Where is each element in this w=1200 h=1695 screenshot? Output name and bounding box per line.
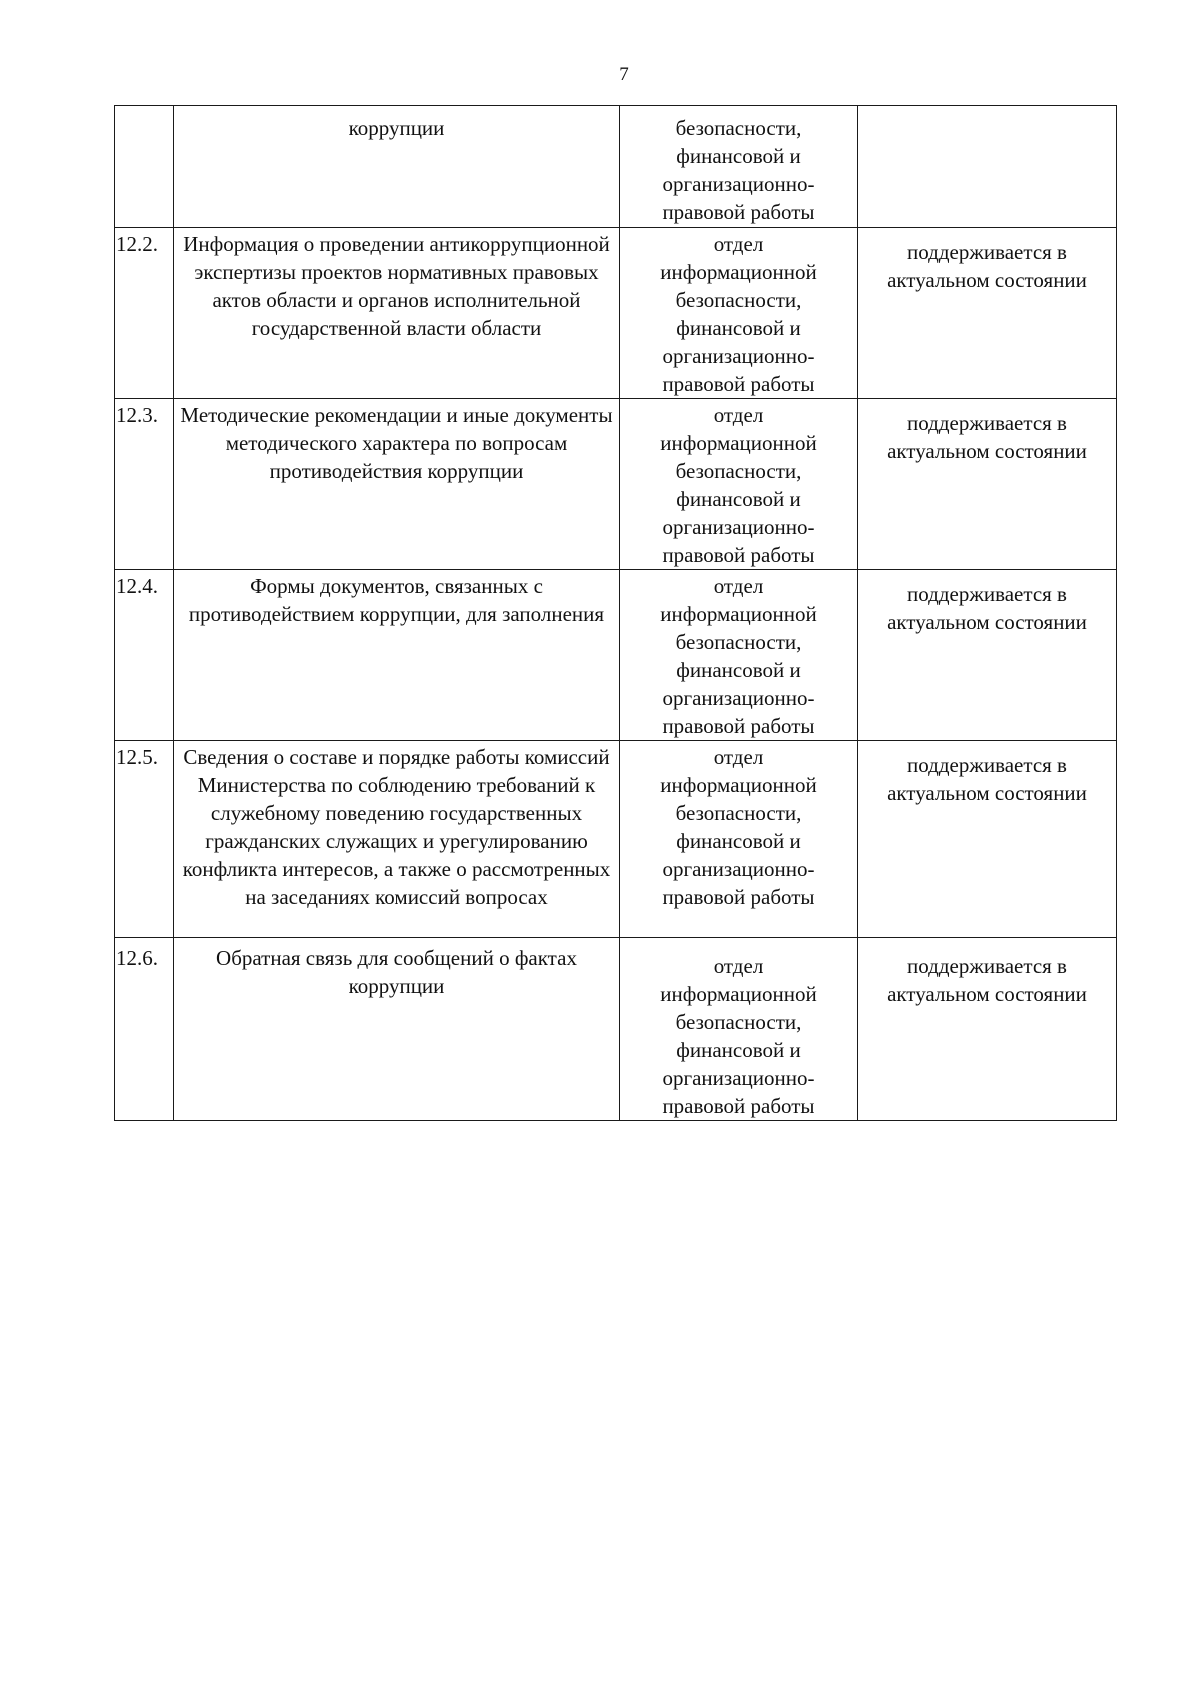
responsible-line: отдел — [713, 232, 764, 256]
table-row — [115, 741, 1117, 938]
responsible-line: организационно- — [662, 515, 815, 539]
table-row — [115, 228, 1117, 399]
responsible-line: финансовой и — [676, 829, 801, 853]
responsible-line: безопасности, — [675, 459, 802, 483]
row-number — [115, 106, 174, 228]
responsible-line: организационно- — [662, 344, 815, 368]
row-description: коррупции — [174, 106, 620, 228]
responsible-line: правовой работы — [662, 714, 815, 738]
row-responsible — [620, 399, 858, 570]
responsible-line: правовой работы — [662, 372, 815, 396]
row-description: Методические рекомендации и иные документы методического характера по вопросам противодействия коррупции — [174, 399, 620, 570]
responsible-line: информационной — [660, 773, 817, 797]
responsible-line: информационной — [660, 431, 817, 455]
responsible-line: правовой работы — [662, 200, 815, 224]
status-line: поддерживается в — [907, 954, 1067, 978]
responsible-line: безопасности, — [675, 116, 802, 140]
responsible-line: организационно- — [662, 857, 815, 881]
responsible-line: отдел — [713, 403, 764, 427]
row-responsible — [620, 570, 858, 741]
responsible-line: организационно- — [662, 1066, 815, 1090]
responsible-line: финансовой и — [676, 316, 801, 340]
status-line: актуальном состоянии — [887, 982, 1087, 1006]
responsible-line: безопасности, — [675, 801, 802, 825]
status-line: актуальном состоянии — [887, 439, 1087, 463]
status-line: поддерживается в — [907, 582, 1067, 606]
responsible-line: отдел — [713, 745, 764, 769]
row-status — [858, 399, 1117, 570]
row-description: Информация о проведении антикоррупционной экспертизы проектов нормативных правовых актов области и органов исполнительной государственной власти области — [174, 228, 620, 399]
responsible-line: правовой работы — [662, 1094, 815, 1118]
page-number: 7 — [619, 64, 629, 85]
responsible-line: информационной — [660, 602, 817, 626]
row-number: 12.2. — [115, 228, 174, 399]
row-number: 12.3. — [115, 399, 174, 570]
responsible-line: финансовой и — [676, 487, 801, 511]
table-row — [115, 938, 1117, 1121]
table-row — [115, 399, 1117, 570]
responsible-line: финансовой и — [676, 658, 801, 682]
row-responsible — [620, 228, 858, 399]
row-responsible — [620, 741, 858, 938]
responsible-line: безопасности, — [675, 630, 802, 654]
row-status — [858, 741, 1117, 938]
responsible-line: правовой работы — [662, 885, 815, 909]
responsible-line: организационно- — [662, 686, 815, 710]
responsible-line: безопасности, — [675, 288, 802, 312]
status-line: поддерживается в — [907, 240, 1067, 264]
row-description: Сведения о составе и порядке работы комиссий Министерства по соблюдению требований к служебному поведению государственных гражданских служащих и урегулированию конфликта интересов, а также о рассмотренных на заседаниях комиссий вопросах — [174, 741, 620, 938]
responsible-line: финансовой и — [676, 144, 801, 168]
responsible-line: информационной — [660, 982, 817, 1006]
status-line: актуальном состоянии — [887, 781, 1087, 805]
responsible-line: отдел — [713, 954, 764, 978]
status-line: актуальном состоянии — [887, 610, 1087, 634]
status-line: поддерживается в — [907, 411, 1067, 435]
row-description: Обратная связь для сообщений о фактах коррупции — [174, 938, 620, 1121]
responsible-line: правовой работы — [662, 543, 815, 567]
row-description: Формы документов, связанных с противодействием коррупции, для заполнения — [174, 570, 620, 741]
table-row — [115, 570, 1117, 741]
row-status — [858, 570, 1117, 741]
row-responsible — [620, 938, 858, 1121]
row-number: 12.5. — [115, 741, 174, 938]
row-status — [858, 228, 1117, 399]
responsible-line: отдел — [713, 574, 764, 598]
responsible-line: организационно- — [662, 172, 815, 196]
row-number: 12.6. — [115, 938, 174, 1121]
responsible-line: безопасности, — [675, 1010, 802, 1034]
row-status — [858, 938, 1117, 1121]
responsible-line: информационной — [660, 260, 817, 284]
table-row — [115, 106, 1117, 228]
row-number: 12.4. — [115, 570, 174, 741]
responsible-line: финансовой и — [676, 1038, 801, 1062]
status-line: актуальном состоянии — [887, 268, 1087, 292]
status-line: поддерживается в — [907, 753, 1067, 777]
row-status — [858, 106, 1117, 228]
row-responsible — [620, 106, 858, 228]
document-table — [114, 105, 1117, 1121]
